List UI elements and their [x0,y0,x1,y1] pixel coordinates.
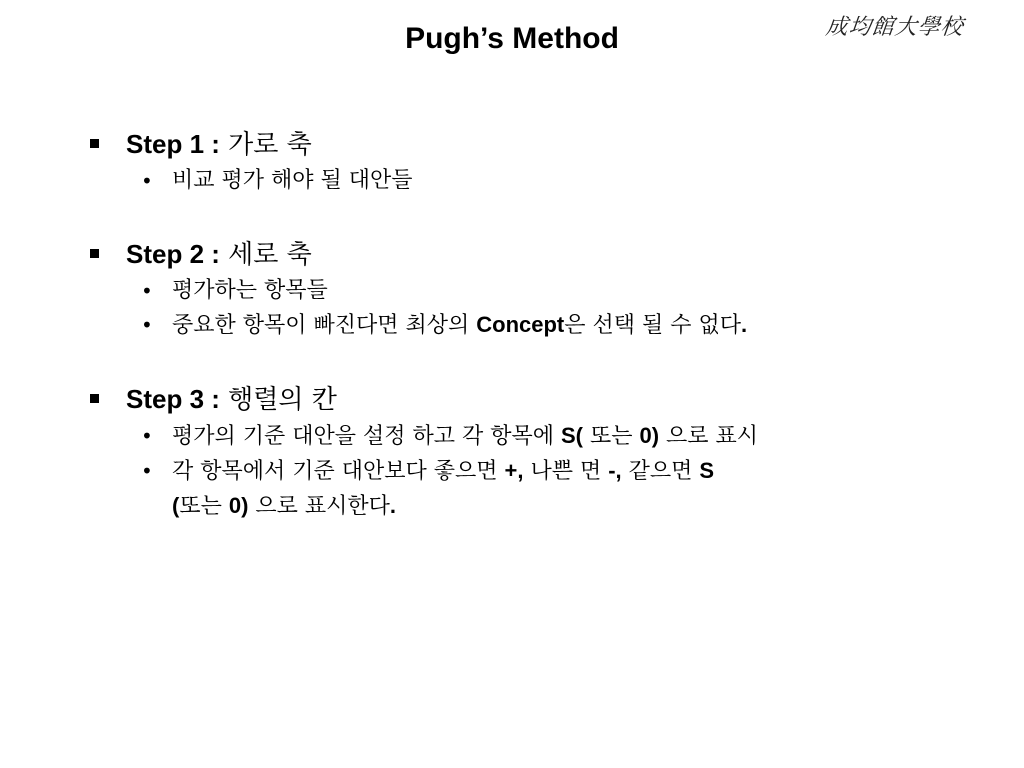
square-bullet-icon [90,139,99,148]
step-3-title: 행렬의 칸 [219,385,337,415]
slide-content [0,124,1024,524]
dot-bullet-icon: • [141,459,153,483]
square-bullet-icon [90,249,99,258]
step-3-heading [90,379,1024,419]
step-1-heading [90,124,1024,164]
step-2-heading [90,234,1024,274]
step-1-title: 가로 축 [219,130,312,160]
step-2-label: Step 2 : [126,239,220,269]
step-3-item-1: • 평가의 기준 대안을 설정 하고 각 항목에 S( 또는 0) 으로 표시 [141,419,931,454]
university-logo: 成均館大學校 [824,15,966,40]
step-2-title: 세로 축 [219,240,312,270]
dot-bullet-icon: • [141,313,153,337]
step-3-item-2: • 각 항목에서 기준 대안보다 좋으면 +, 나쁜 면 -, 같으면 S (또는 0) 으로 표시한다. [141,454,931,524]
step-3-label: Step 3 : [126,384,220,414]
square-bullet-icon [90,394,99,403]
dot-bullet-icon: • [141,424,153,448]
dot-bullet-icon: • [141,279,153,303]
step-2-item-1: • 평가하는 항목들 [141,274,931,308]
step-1-item-1: • 비교 평가 해야 될 대안들 [141,164,931,198]
step-2-item-2: • 중요한 항목이 빠진다면 최상의 Concept은 선택 될 수 없다. [141,308,931,343]
slide-title: Pugh’s Method [405,22,619,55]
dot-bullet-icon: • [141,169,153,193]
step-1-label: Step 1 : [126,129,220,159]
